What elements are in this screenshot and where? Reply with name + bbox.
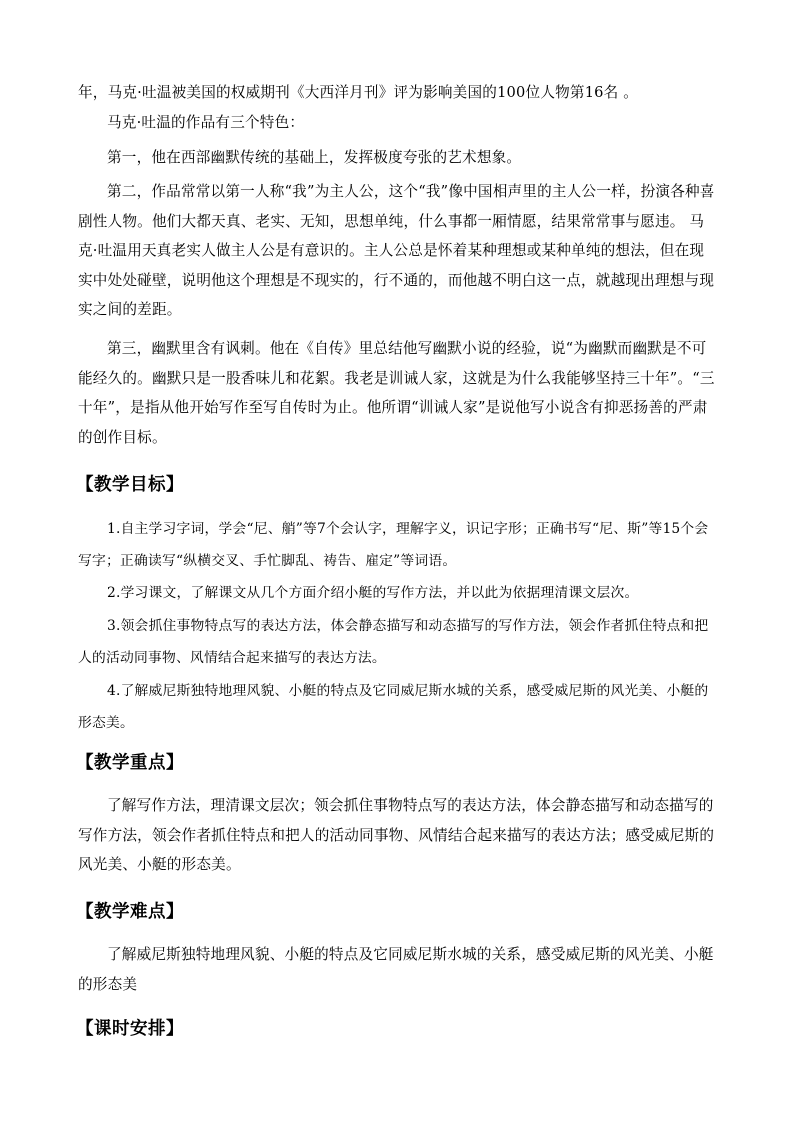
intro-paragraph-3: 第一，他在西部幽默传统的基础上，发挥极度夸张的艺术想象。 bbox=[107, 149, 522, 166]
intro-paragraph-5: 第三，幽默里含有讽刺。他在《自传》里总结他写幽默小说的经验，说“为幽默而幽默是不可能经久的。幽默只是一股香味儿和花絮。我老是训诫人家，这就是为什么我能够坚持三十年”。“三十年”，是指从他开始写作至写自传时为止。他所谓“训诫人家”是说他写小说含有抑恶扬善的严肃的创作目标。 bbox=[78, 340, 715, 446]
key-points-text: 了解写作方法，理清课文层次；领会抓住事物特点写的表达方法，体会静态描写和动态描写的写作方法，领会作者抓住特点和把人的活动同事物、风情结合起来描写的表达方法；感受威尼斯的风光美、小艇的形态美。 bbox=[78, 797, 715, 873]
section-heading-objectives: 【教学目标】 bbox=[76, 475, 184, 495]
intro-paragraph-4: 第二，作品常常以第一人称“我”为主人公，这个“我”像中国相声里的主人公一样，扮演各种喜剧性人物。他们大都天真、老实、无知，思想单纯，什么事都一厢情愿，结果常常事与愿违。 马克·吐温用天真老实人做主人公是有意识的。主人公总是怀着某种理想或某种单纯的想法，但在现实中处处碰壁，说明他这个理想是不现实的，行不通的，而他越不明白这一点，就越现出理想与现实之间的差距。 bbox=[78, 183, 715, 318]
section-heading-key-points: 【教学重点】 bbox=[76, 753, 184, 773]
intro-paragraph-1: 年，马克·吐温被美国的权威期刊《大西洋月刊》评为影响美国的100位人物第16名 。 bbox=[78, 84, 639, 101]
intro-paragraph-2: 马克·吐温的作品有三个特色： bbox=[107, 114, 305, 131]
objective-item-4: 4.了解威尼斯独特地理风貌、小艇的特点及它同威尼斯水城的关系，感受威尼斯的风光美、小艇的形态美。 bbox=[78, 683, 709, 731]
difficulties-text: 了解威尼斯独特地理风貌、小艇的特点及它同威尼斯水城的关系，感受威尼斯的风光美、小艇的形态美 bbox=[78, 946, 714, 993]
section-heading-difficulties: 【教学难点】 bbox=[76, 902, 184, 922]
section-heading-schedule: 【课时安排】 bbox=[76, 1019, 184, 1039]
objective-item-2: 2.学习课文，了解课文从几个方面介绍小艇的写作方法，并以此为依据理清课文层次。 bbox=[107, 585, 639, 601]
objective-item-3: 3.领会抓住事物特点写的表达方法，体会静态描写和动态描写的写作方法，领会作者抓住特点和把人的活动同事物、风情结合起来描写的表达方法。 bbox=[78, 618, 709, 666]
objective-item-1: 1.自主学习字词，学会“尼、艄”等7个会认字，理解字义，识记字形；正确书写“尼、斯”等15个会写字；正确读写“纵横交叉、手忙脚乱、祷告、雇定”等词语。 bbox=[78, 521, 709, 569]
